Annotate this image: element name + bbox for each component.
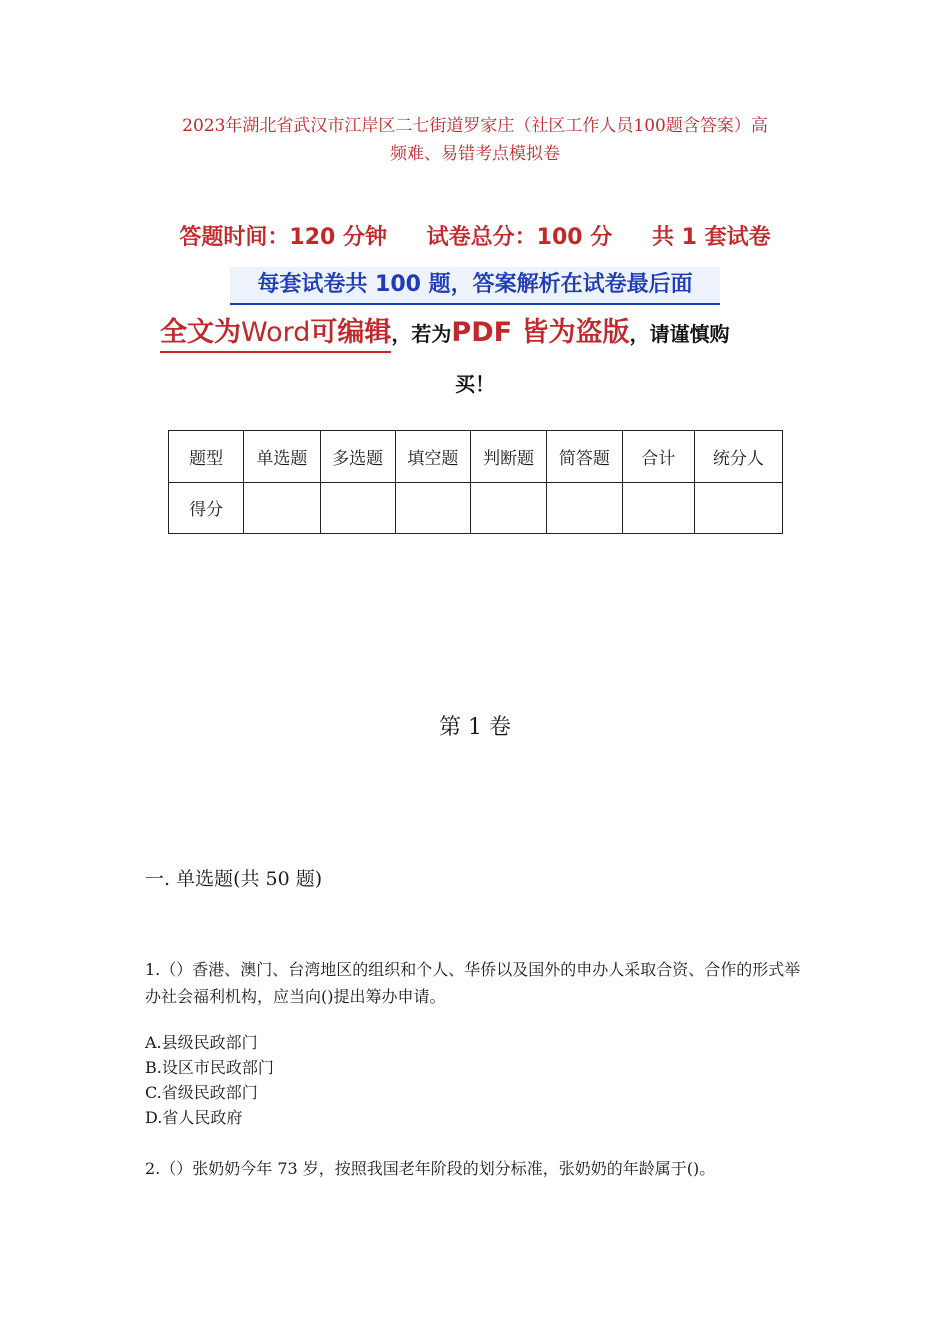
option-a: A.县级民政部门: [145, 1033, 258, 1052]
score-table-header-row: [169, 431, 783, 483]
buy-caution-end: 买！: [455, 372, 495, 396]
exam-set-count: 共 1 套试卷: [651, 225, 771, 250]
score-table: [168, 430, 783, 534]
option-c: C.省级民政部门: [145, 1083, 258, 1102]
buy-caution: ，请谨慎购: [629, 322, 730, 346]
question-1: 1.（）香港、澳门、台湾地区的组织和个人、华侨以及国外的申办人采取合资、合作的形式举办社会福利机构，应当向()提出筹办申请。: [145, 960, 801, 1006]
header-cell: 简答题: [547, 431, 622, 483]
score-table-score-row: [169, 482, 783, 534]
header-cell: 判断题: [471, 431, 547, 483]
pdf-piracy-label: PDF 皆为盗版: [451, 317, 630, 348]
exam-info: [0, 220, 950, 251]
header-cell: 题型: [169, 431, 244, 483]
volume-heading: 第 1 卷: [439, 715, 511, 740]
header-cell: 填空题: [395, 431, 470, 483]
header-cell: 多选题: [320, 431, 395, 483]
score-row-label: 得分: [169, 482, 244, 534]
score-cell[interactable]: [320, 482, 395, 534]
score-cell[interactable]: [244, 482, 320, 534]
option-b: B.设区市民政部门: [145, 1058, 274, 1077]
score-cell[interactable]: [547, 482, 622, 534]
title-line-2: 频难、易错考点模拟卷: [390, 144, 560, 164]
document-title: [130, 112, 820, 168]
section-heading: 一. 单选题(共 50 题): [145, 868, 323, 890]
exam-time: 答题时间：120 分钟: [179, 225, 387, 250]
score-cell[interactable]: [622, 482, 694, 534]
question-2: 2.（）张奶奶今年 73 岁，按照我国老年阶段的划分标准，张奶奶的年龄属于()。: [145, 1159, 716, 1178]
score-cell[interactable]: [694, 482, 782, 534]
header-cell: 合计: [622, 431, 694, 483]
header-cell: 单选题: [244, 431, 320, 483]
word-edit-notice: [160, 310, 800, 356]
answer-notice: 每套试卷共 100 题，答案解析在试卷最后面: [230, 267, 720, 305]
header-cell: 统分人: [694, 431, 782, 483]
question-1-options: [145, 1030, 274, 1130]
option-d: D.省人民政府: [145, 1108, 243, 1127]
pdf-prefix: ，若为: [391, 322, 452, 346]
score-cell[interactable]: [471, 482, 547, 534]
word-editable-label: 全文为Word可编辑: [160, 310, 391, 353]
title-line-1: 2023年湖北省武汉市江岸区二七街道罗家庄（社区工作人员100题含答案）高: [182, 116, 768, 136]
exam-total-score: 试卷总分：100 分: [426, 225, 613, 250]
score-cell[interactable]: [395, 482, 470, 534]
